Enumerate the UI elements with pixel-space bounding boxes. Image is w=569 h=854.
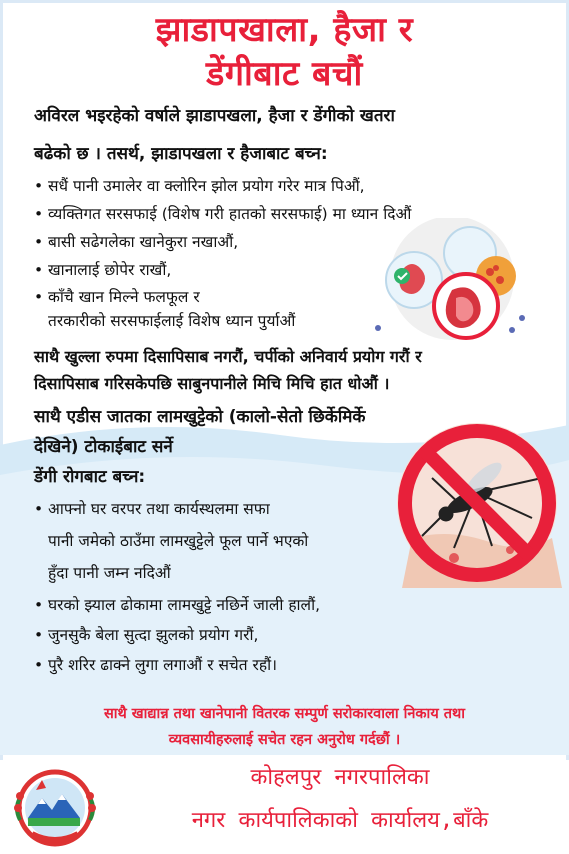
list-item: • आफ्नो घर वरपर तथा कार्यस्थलमा सफा xyxy=(34,500,270,518)
dengue-heading: डेंगी रोगबाट बच्न: xyxy=(34,467,146,487)
aedes-line2: देखिने) टोकाईबाट सर्ने xyxy=(34,437,173,457)
list-item: • घरको झ्याल ढोकामा लामखुट्टे नछिर्ने जाली हालौं, xyxy=(34,596,321,614)
bullet-icon: • xyxy=(34,205,44,223)
list-item: • खानालाई छोपेर राखौं, xyxy=(34,261,172,279)
no-mosquito-icon xyxy=(392,418,562,588)
list-item: • पुरै शरिर ढाक्ने लुगा लगाऔं र सचेत रहौं। xyxy=(34,656,277,674)
list-item: • बासी सढेगलेका खानेकुरा नखाऔं, xyxy=(34,233,239,251)
intro-line1: अविरल भइरहेको वर्षाले झाडापखला, हैजा र डेंगीको खतरा xyxy=(34,106,395,126)
bullet-icon: • xyxy=(34,656,44,674)
sanitation-line2: दिसापिसाब गरिसकेपछि साबुनपानीले मिचि मिचि हात धोऔं । xyxy=(34,374,390,393)
bullet-icon: • xyxy=(34,500,44,518)
list-item-continued: हुँदा पानी जम्न नदिऔं xyxy=(48,564,171,582)
request-line1: साथै खाद्यान्न तथा खानेपानी वितरक सम्पुर्ण सरोकारवाला निकाय तथा xyxy=(103,706,466,722)
list-item: • काँचै खान मिल्ने फलफूल र xyxy=(34,288,200,306)
stomach-bacteria-illustration xyxy=(372,218,534,343)
government-emblem-logo xyxy=(10,768,100,848)
list-item-continued: पानी जमेको ठाउँमा लामखुट्टेले फूल पार्ने भएको xyxy=(48,532,309,550)
municipality-name: कोहलपुर नगरपालिका xyxy=(250,765,430,790)
bullet-icon: • xyxy=(34,177,44,195)
poster-title-line1: झाडापखाला, हैजा र xyxy=(155,10,414,50)
office-name: नगर कार्यपालिकाको कार्यालय,बाँके xyxy=(191,808,489,833)
aedes-line1: साथै एडीस जातका लामखुट्टेको (कालो-सेतो छिर्केमिर्के xyxy=(34,407,366,427)
poster-title-line2: डेंगीबाट बचौं xyxy=(206,54,363,94)
intro-line2: बढेको छ । तसर्थ, झाडापखला र हैजाबाट बच्न: xyxy=(34,144,328,164)
bullet-icon: • xyxy=(34,261,44,279)
bullet-icon: • xyxy=(34,288,44,306)
bullet-icon: • xyxy=(34,596,44,614)
sanitation-line1: साथै खुल्ला रुपमा दिसापिसाब नगरौं, चर्पीको अनिवार्य प्रयोग गरौं र xyxy=(34,347,422,366)
request-line2: व्यवसायीहरुलाई सचेत रहन अनुरोध गर्दछौं । xyxy=(168,732,401,748)
list-item: • व्यक्तिगत सरसफाई (विशेष गरी हातको सरसफाई) मा ध्यान दिऔं xyxy=(34,205,412,223)
bullet-icon: • xyxy=(34,626,44,644)
list-item: • सधैं पानी उमालेर वा क्लोरिन झोल प्रयोग गरेर मात्र पिऔं, xyxy=(34,177,365,195)
bullet-icon: • xyxy=(34,233,44,251)
list-item-continued: तरकारीको सरसफाईलाई विशेष ध्यान पुर्याऔं xyxy=(48,312,296,330)
list-item: • जुनसुकै बेला सुत्दा झुलको प्रयोग गरौं, xyxy=(34,626,259,644)
